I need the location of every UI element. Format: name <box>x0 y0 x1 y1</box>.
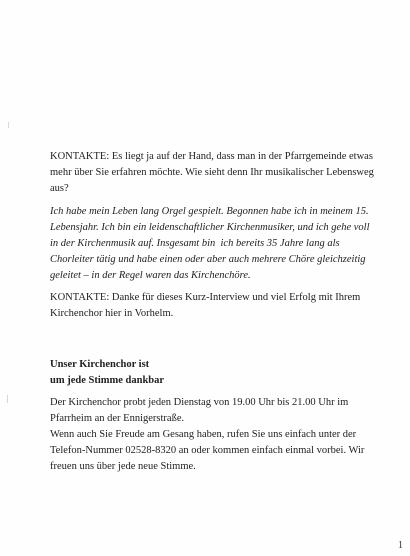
heading-line: Unser Kirchenchor ist <box>50 359 150 370</box>
paragraph-line: in der Kirchenmusik auf. Insgesamt bin ich bereits 35 Jahre lang als <box>50 238 340 249</box>
page-number: 1 <box>398 540 403 551</box>
interview-answer-paragraph <box>50 204 380 284</box>
paragraph-line: Telefon-Nummer 02528-8320 an oder kommen einfach einmal vorbei. Wir <box>50 445 365 456</box>
paragraph-line: Lebensjahr. Ich bin ein leidenschaftlicher Kirchenmusiker, und ich gehe voll <box>50 222 370 233</box>
paragraph-line: aus? <box>50 183 69 194</box>
paragraph-line: Chorleiter tätig und habe einen oder aber auch mehrere Chöre gleichzeitig <box>50 254 366 265</box>
announcement-body-paragraph <box>50 395 380 475</box>
scan-artifact-mark <box>7 395 8 403</box>
interview-closing-paragraph <box>50 290 380 322</box>
paragraph-line: KONTAKTE: Danke für dieses Kurz-Interview und viel Erfolg mit Ihrem <box>50 292 361 303</box>
paragraph-line: Pfarrheim an der Ennigerstraße. <box>50 413 185 424</box>
scan-artifact-mark <box>8 122 9 128</box>
paragraph-line: Ich habe mein Leben lang Orgel gespielt. Begonnen habe ich in meinem 15. <box>50 206 369 217</box>
paragraph-line: freuen uns über jede neue Stimme. <box>50 461 196 472</box>
paragraph-line: mehr über Sie erfahren möchte. Wie sieht denn Ihr musikalischer Lebensweg <box>50 167 374 178</box>
paragraph-line: Wenn auch Sie Freude am Gesang haben, rufen Sie uns einfach unter der <box>50 429 357 440</box>
paragraph-line: Kirchenchor hier in Vorhelm. <box>50 308 174 319</box>
heading-line: um jede Stimme dankbar <box>50 374 165 386</box>
paragraph-line: KONTAKTE: Es liegt ja auf der Hand, dass man in der Pfarrgemeinde etwas <box>50 151 373 162</box>
paragraph-line: geleitet – in der Regel waren das Kirchenchöre. <box>50 270 251 281</box>
announcement-heading <box>50 357 380 388</box>
interview-question-paragraph <box>50 149 380 197</box>
paragraph-line: Der Kirchenchor probt jeden Dienstag von 19.00 Uhr bis 21.00 Uhr im <box>50 397 349 408</box>
